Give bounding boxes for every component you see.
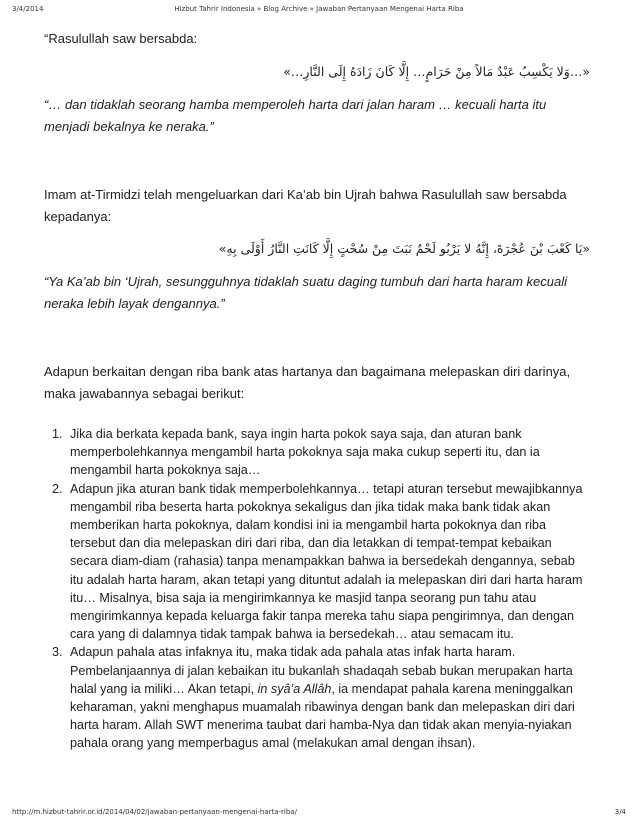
list-item-number: 2. <box>52 481 63 496</box>
list-item <box>44 425 586 480</box>
list-item-text-part: , ia mendapat pahala karena meninggalkan keharaman, yakni menghapus muamalah ribawinya dengan bank dan melepaskan diri dari harta haram. Allah SWT menerima taubat dari hamba-Nya dan tidak akan menyia-nyiakan pahala orang yang memperbagus amal (melakukan amal dengan ihsan). <box>70 681 575 751</box>
list-item-number: 3. <box>52 645 63 660</box>
list-item-text <box>70 645 575 750</box>
print-footer <box>12 808 626 820</box>
list-item-number: 1. <box>52 427 63 441</box>
list-item-italic-phrase: in syâ’a Allâh <box>257 681 332 696</box>
intro-hadith-1: “Rasulullah saw bersabda: <box>44 31 198 46</box>
list-item <box>44 643 586 752</box>
print-page-title: Hizbut Tahrir Indonesia » Blog Archive » Jawaban Pertanyaan Mengenai Harta Riba <box>174 5 464 13</box>
list-item-text-part: Adapun pahala atas infaknya itu, maka tidak ada pahala atas infak harta haram. Pembelanjaannya di jalan kebaikan itu bukanlah shadaqah sebab bukan merupakan harta halal yang ia miliki… Akan tetapi, <box>70 645 573 696</box>
translation-hadith-2: “Ya Ka’ab bin ‘Ujrah, sesungguhnya tidaklah suatu daging tumbuh dari harta haram kecuali neraka lebih layak dengannya.” <box>44 274 567 311</box>
answer-list <box>44 425 592 753</box>
page-number: 3/4 <box>614 808 626 816</box>
print-date: 3/4/2014 <box>12 5 44 13</box>
list-item-text: Adapun jika aturan bank tidak memperbolehkannya… tetapi aturan tersebut mewajibkannya mengambil riba beserta harta pokoknya sekaligus dan jika tidak maka bank tidak akan memberikan harta pokoknya, dalam kondisi ini ia mengambil harta pokoknya dan riba tersebut dan dia melepaskan diri dari riba, dan dia letakkan di tempat-tempat kebaikan secara diam-diam (rahasia) tanpa menampakkan bahwa ia bersedekah dengannya, sebab itu adalah harta haram, akan tetapi yang dituntut adalah ia melepaskan diri dari harta haram itu… Misalnya, bisa saja ia mengirimkannya ke masjid tanpa seorang pun tahu atau mengirimkannya kepada keluarga fakir tanpa mereka tahu siapa pengirimnya, dan dengan cara yang di dalamnya tidak tampak bahwa ia bersedekah… atau semacam itu. <box>70 481 583 642</box>
intro-answer: Adapun berkaitan dengan riba bank atas hartanya dan bagaimana melepaskan diri darinya, maka jawabannya sebagai berikut: <box>44 364 571 401</box>
source-url: http://m.hizbut-tahrir.or.id/2014/04/02/jawaban-pertanyaan-mengenai-harta-riba/ <box>12 808 297 816</box>
arabic-hadith-2: «يَا كَعْبَ بْنَ عُجْرَةَ، إِنَّهُ لا يَرْبُو لَحْمٌ نَبَتَ مِنْ سُحْتٍ إِلَّا كَانَتِ النَّارُ أَوْلَى بِهِ» <box>218 241 590 256</box>
translation-hadith-1: “… dan tidaklah seorang hamba memperoleh harta dari jalan haram … kecuali harta itu menjadi bekalnya ke neraka.” <box>44 97 547 134</box>
print-header <box>12 5 626 17</box>
article-body <box>44 28 592 753</box>
list-item <box>44 480 586 644</box>
list-item-text: Jika dia berkata kepada bank, saya ingin harta pokok saya saja, dan aturan bank memperbolehkannya mengambil harta pokoknya saja maka cukup seperti itu, dan ia mengambil harta pokoknya saja… <box>70 427 540 478</box>
arabic-hadith-1: «…وَلا يَكْسِبُ عَبْدٌ مَالاً مِنْ حَرَامٍ… إِلَّا كَانَ زَادَهُ إِلَى النَّارِ…» <box>283 64 590 79</box>
intro-hadith-2: Imam at-Tirmidzi telah mengeluarkan dari Ka’ab bin Ujrah bahwa Rasulullah saw bersabda kepadanya: <box>44 187 567 224</box>
